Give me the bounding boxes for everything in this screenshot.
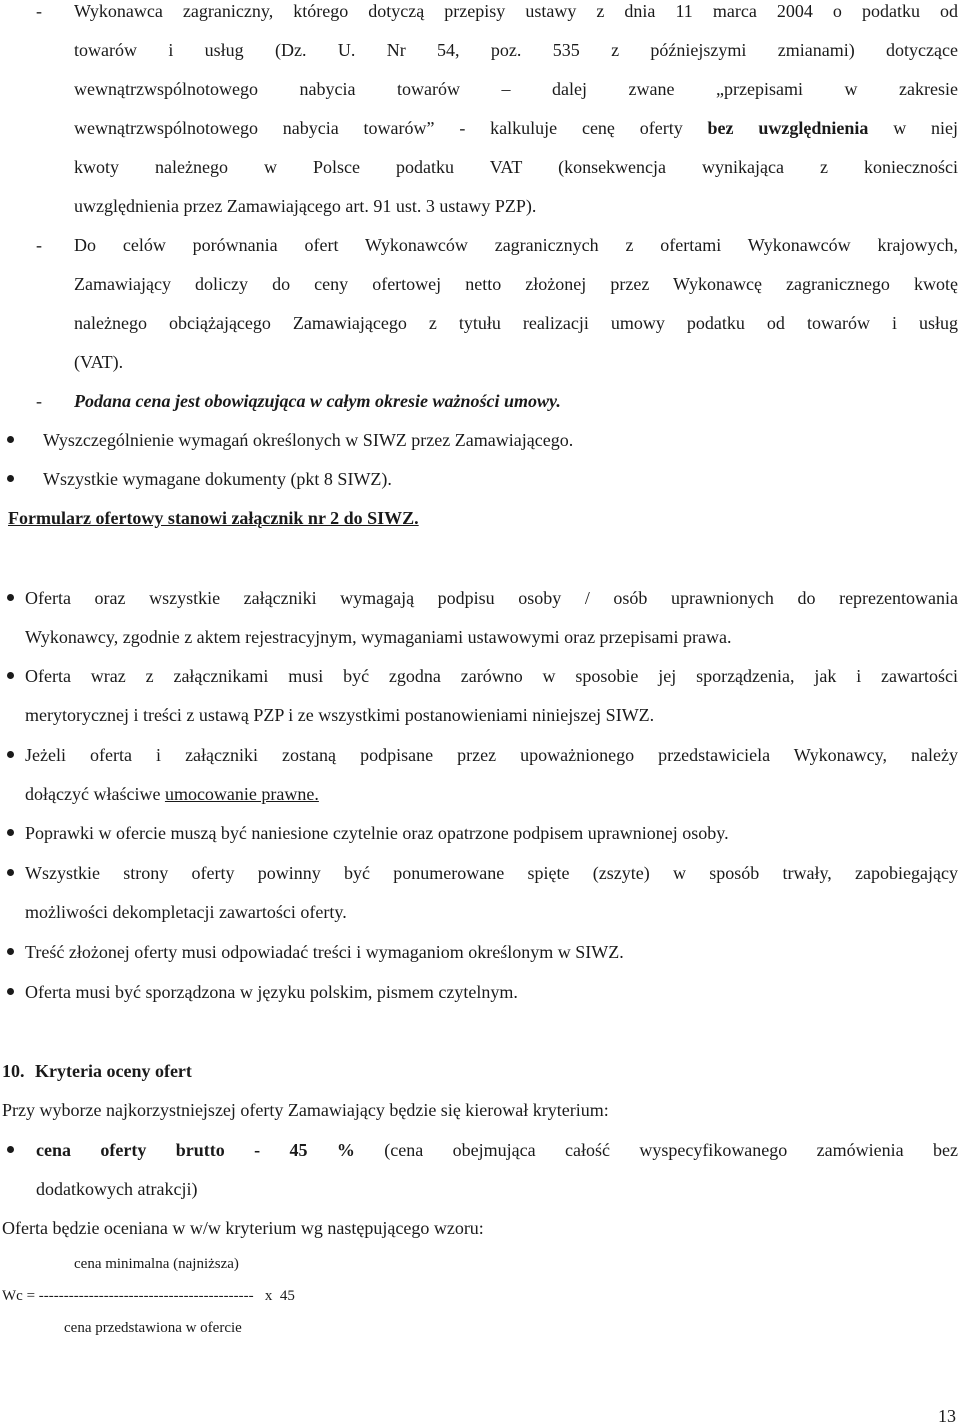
formula-denominator: cena przedstawiona w ofercie — [64, 1320, 242, 1336]
list-item: Treść złożonej oferty musi odpowiadać treści i wymaganiom określonym w SIWZ. — [25, 942, 624, 962]
paragraph-line: Zamawiający doliczy do ceny ofertowej netto złożonej przez Wykonawcę zagranicznego kwotę — [74, 274, 958, 294]
formula-numerator: cena minimalna (najniższa) — [74, 1256, 239, 1272]
bullet-dot — [7, 475, 14, 482]
list-item-cont: możliwości dekompletacji zawartości oferty. — [25, 902, 347, 922]
bullet-dot — [7, 1146, 14, 1153]
list-dash: - — [36, 1, 42, 21]
section-heading — [2, 1060, 192, 1082]
list-item: Wszystkie strony oferty powinny być ponumerowane spięte (zszyte) w sposób trwały, zapobiegający — [25, 863, 958, 883]
bullet-dot — [7, 948, 14, 955]
list-item: Wszystkie wymagane dokumenty (pkt 8 SIWZ). — [43, 469, 392, 489]
formula-line: Wc = ------------------------------------------- x 45 — [2, 1288, 295, 1304]
list-item: Wyszczególnienie wymagań określonych w SIWZ przez Zamawiającego. — [43, 430, 574, 450]
list-item-cont: Wykonawcy, zgodnie z aktem rejestracyjnym, wymaganiami ustawowymi oraz przepisami prawa. — [25, 627, 732, 647]
paragraph-line — [74, 117, 958, 139]
list-item-cont: merytorycznej i treści z ustawą PZP i ze wszystkimi postanowieniami niniejszej SIWZ. — [25, 705, 655, 725]
bullet-dot — [7, 594, 14, 601]
paragraph-line: towarów i usług (Dz. U. Nr 54, poz. 535 z późniejszymi zmianami) dotyczące — [74, 40, 958, 60]
paragraph-line: należnego obciążającego Zamawiającego z tytułu realizacji umowy podatku od towarów i usług — [74, 313, 958, 333]
bullet-dot — [7, 436, 14, 443]
list-dash: - — [36, 235, 42, 255]
page-number: 13 — [938, 1406, 956, 1426]
paragraph-line: wewnątrzwspólnotowego nabycia towarów – dalej zwane „przepisami w zakresie — [74, 79, 958, 99]
bullet-dot — [7, 869, 14, 876]
bullet-dot — [7, 988, 14, 995]
paragraph-line: (VAT). — [74, 352, 124, 372]
emphasis-line: Podana cena jest obowiązująca w całym okresie ważności umowy. — [74, 391, 561, 411]
list-dash: - — [36, 391, 42, 411]
bullet-dot — [7, 672, 14, 679]
form-note: Formularz ofertowy stanowi załącznik nr 2 do SIWZ. — [8, 508, 419, 528]
text-run: wewnątrzwspólnotowego nabycia towarów” - kalkuluje cenę oferty — [74, 118, 683, 138]
criterion-rest: (cena obejmująca całość wyspecyfikowanego zamówienia bez — [384, 1140, 959, 1160]
list-item-cont — [25, 783, 319, 805]
paragraph-line: uwzględnienia przez Zamawiającego art. 91 ust. 3 ustawy PZP). — [74, 196, 537, 216]
text-run: w niej — [893, 118, 959, 138]
formula-intro: Oferta będzie oceniana w w/w kryterium wg następującego wzoru: — [2, 1218, 484, 1238]
list-item: Poprawki w ofercie muszą być naniesione czytelnie oraz opatrzone podpisem uprawnionej osoby. — [25, 823, 729, 843]
underlined-text: umocowanie prawne. — [164, 784, 319, 804]
bullet-dot — [7, 829, 14, 836]
bold-text: bez uwzględnienia — [707, 118, 869, 138]
criterion-line — [36, 1139, 958, 1161]
section-title: Kryteria oceny ofert — [35, 1061, 192, 1081]
criterion-bold: cena oferty brutto - 45 % — [36, 1140, 355, 1160]
text-run: dołączyć właściwe — [25, 784, 161, 804]
paragraph-line: kwoty należnego w Polsce podatku VAT (konsekwencja wynikająca z konieczności — [74, 157, 958, 177]
paragraph-line: Wykonawca zagraniczny, którego dotyczą przepisy ustawy z dnia 11 marca 2004 o podatku od — [74, 1, 958, 21]
list-item: Oferta wraz z załącznikami musi być zgodna zarówno w sposobie jej sporządzenia, jak i zawartości — [25, 666, 958, 686]
list-item: Oferta musi być sporządzona w języku polskim, pismem czytelnym. — [25, 982, 518, 1002]
paragraph-line: Do celów porównania ofert Wykonawców zagranicznych z ofertami Wykonawców krajowych, — [74, 235, 958, 255]
intro-text: Przy wyborze najkorzystniejszej oferty Zamawiający będzie się kierował kryterium: — [2, 1100, 609, 1120]
list-item: Oferta oraz wszystkie załączniki wymagają podpisu osoby / osób uprawnionych do reprezentowania — [25, 588, 958, 608]
section-number: 10. — [2, 1061, 25, 1081]
bullet-dot — [7, 751, 14, 758]
criterion-cont: dodatkowych atrakcji) — [36, 1179, 198, 1199]
list-item: Jeżeli oferta i załączniki zostaną podpisane przez upoważnionego przedstawiciela Wykonawcy, należy — [25, 745, 958, 765]
